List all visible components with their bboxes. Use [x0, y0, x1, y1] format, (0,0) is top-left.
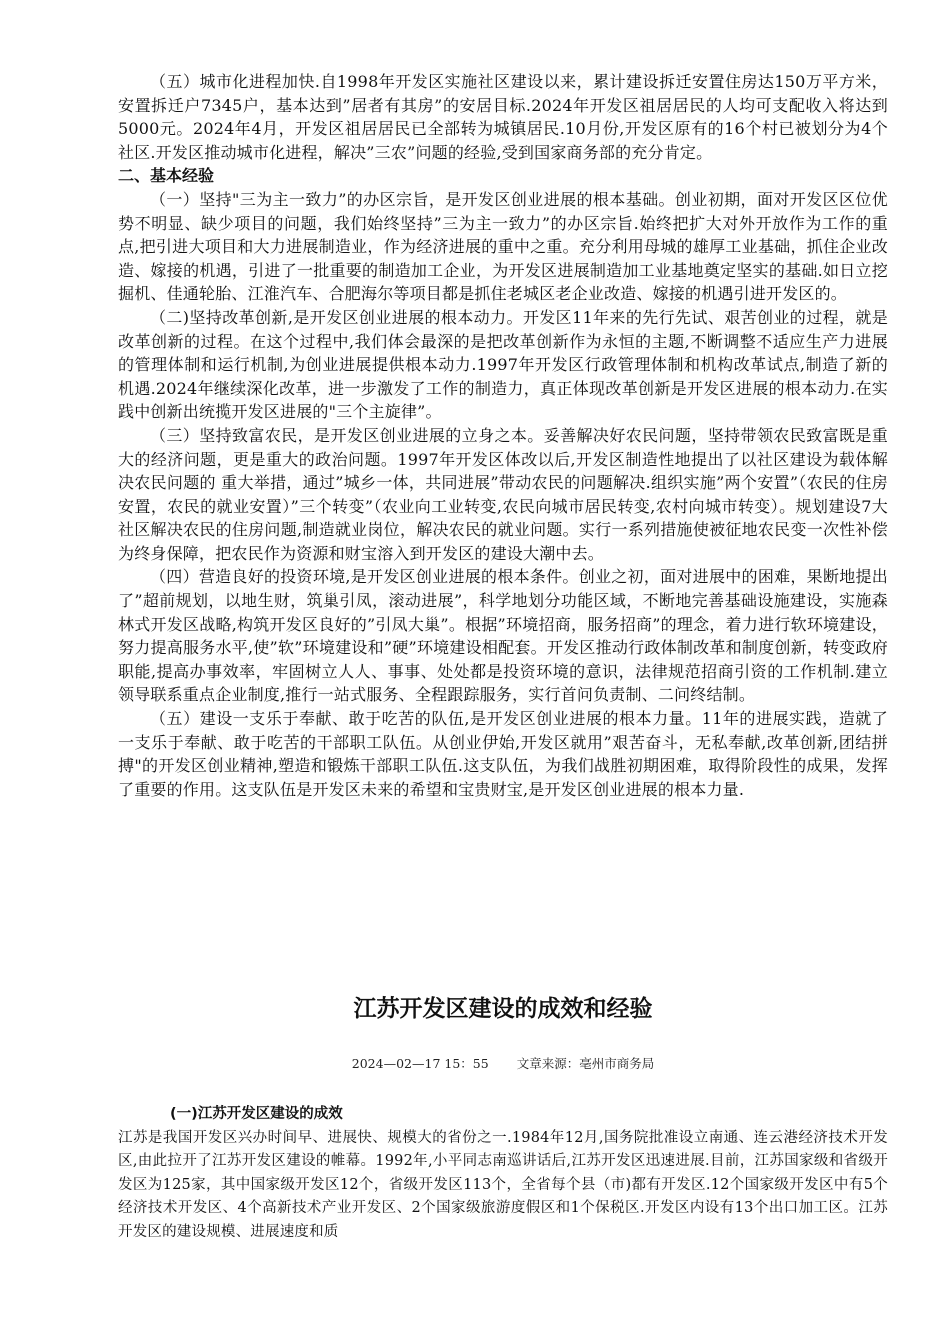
- section-heading-basic-experience: 二、基本经验: [118, 166, 215, 186]
- article-body: [118, 1127, 888, 1244]
- paragraph-experience-5: （五）建设一支乐于奉献、敢于吃苦的队伍,是开发区创业进展的根本力量。11年的进展实践，造就了一支乐于奉献、敢于吃苦的干部职工队伍。从创业伊始,开发区就用”艰苦奋斗，无私奉献,改革创新,团结拼搏"的开发区创业精神,塑造和锻炼干部职工队伍.这支队伍，为我们战胜初期困难，取得阶段性的成果，发挥了重要的作用。这支队伍是开发区未来的希望和宝贵财宝,是开发区创业进展的根本力量.: [118, 709, 888, 799]
- article-source: 文章来源：亳州市商务局: [516, 1056, 655, 1071]
- paragraph-urbanization: （五）城市化进程加快.自1998年开发区实施社区建设以来，累计建设拆迁安置住房达150万平方米，安置拆迁户7345户，基本达到”居者有其房”的安居目标.2024年开发区祖居居民的人均可支配收入将达到5000元。2024年4月，开发区祖居居民已全部转为城镇居民.10月份,开发区原有的16个村已被划分为4个社区.开发区推动城市化进程，解决”三农”问题的经验,受到国家商务部的充分肯定。: [118, 72, 888, 162]
- article-title: 江苏开发区建设的成效和经验: [353, 996, 653, 1022]
- document-page: [118, 70, 889, 1240]
- article-date: 2024—02—17 15：55: [351, 1056, 489, 1071]
- article-meta: [118, 1054, 888, 1072]
- sub-heading-achievements: (一)江苏开发区建设的成效: [170, 1106, 343, 1122]
- paragraph-experience-1: （一）坚持"三为主一致力”的办区宗旨，是开发区创业进展的根本基础。创业初期，面对开发区区位优势不明显、缺少项目的问题，我们始终坚持”三为主一致力”的办区宗旨.始终把扩大对外开放作为工作的重点,把引进大项目和大力进展制造业，作为经济进展的重中之重。充分利用母城的雄厚工业基础，抓住企业改造、嫁接的机遇，引进了一批重要的制造加工企业，为开发区进展制造加工业基地奠定坚实的基础.如日立挖掘机、佳通轮胎、江淮汽车、合肥海尔等项目都是抓住老城区老企业改造、嫁接的机遇引进开发区的。: [118, 189, 888, 304]
- paragraph-experience-4: （四）营造良好的投资环境,是开发区创业进展的根本条件。创业之初，面对进展中的困难，果断地提出了”超前规划，以地生财，筑巢引凤，滚动进展”，科学地划分功能区域，不断地完善基础设施建设，实施森林式开发区战略,构筑开发区良好的”引凤大巢”。根据”环境招商，服务招商”的理念，着力进行软环境建设，努力提高服务水平,使”软”环境建设和”硬”环境建设相配套。开发区推动行政体制改革和制度创新，转变政府职能,提高办事效率，牢固树立人人、事事、处处都是投资环境的意识，法律规范招商引资的工作机制.建立领导联系重点企业制度,推行一站式服务、全程跟踪服务，实行首问负责制、二问终结制。: [118, 567, 888, 705]
- paragraph-experience-2: （二)坚持改革创新,是开发区创业进展的根本动力。开发区11年来的先行先试、艰苦创业的过程，就是改革创新的过程。在这个过程中,我们体会最深的是把改革创新作为永恒的主题,不断调整不适应生产力进展的管理体制和运行机制,为创业进展提供根本动力.1997年开发区行政管理体制和机构改革试点,制造了新的机遇.2024年继续深化改革，进一步激发了工作的制造力，真正体现改革创新是开发区进展的根本动力.在实践中创新出统揽开发区进展的"三个主旋律”。: [118, 307, 888, 422]
- paragraph-jiangsu-intro: 江苏是我国开发区兴办时间早、进展快、规模大的省份之一.1984年12月,国务院批准设立南通、连云港经济技术开发区,由此拉开了江苏开发区建设的帷幕。1992年,小平同志南巡讲话后,江苏开发区迅速进展.目前，江苏国家级和省级开发区为125家，其中国家级开发区12个，省级开发区113个，全省每个县（市)都有开发区.12个国家级开发区中有5个经济技术开发区、4个高新技术产业开发区、2个国家级旅游度假区和1个保税区.开发区内设有13个出口加工区。江苏开发区的建设规模、进展速度和质: [118, 1130, 889, 1240]
- paragraph-experience-3: （三）坚持致富农民，是开发区创业进展的立身之本。妥善解决好农民问题，坚持带领农民致富既是重大的经济问题，更是重大的政治问题。1997年开发区体改以后,开发区制造性地提出了以社区建设为载体解决农民问题的 重大举措，通过”城乡一体，共同进展”带动农民的问题解决.组织实施”两个安置”（农民的住房安置，农民的就业安置）”三个转变”（农业向工业转变,农民向城市居民转变,农村向城市转变）。规划建设7大社区解决农民的住房问题,制造就业岗位，解决农民的就业问题。实行一系列措施使被征地农民变一次性补偿为终身保障，把农民作为资源和财宝溶入到开发区的建设大潮中去。: [118, 425, 888, 563]
